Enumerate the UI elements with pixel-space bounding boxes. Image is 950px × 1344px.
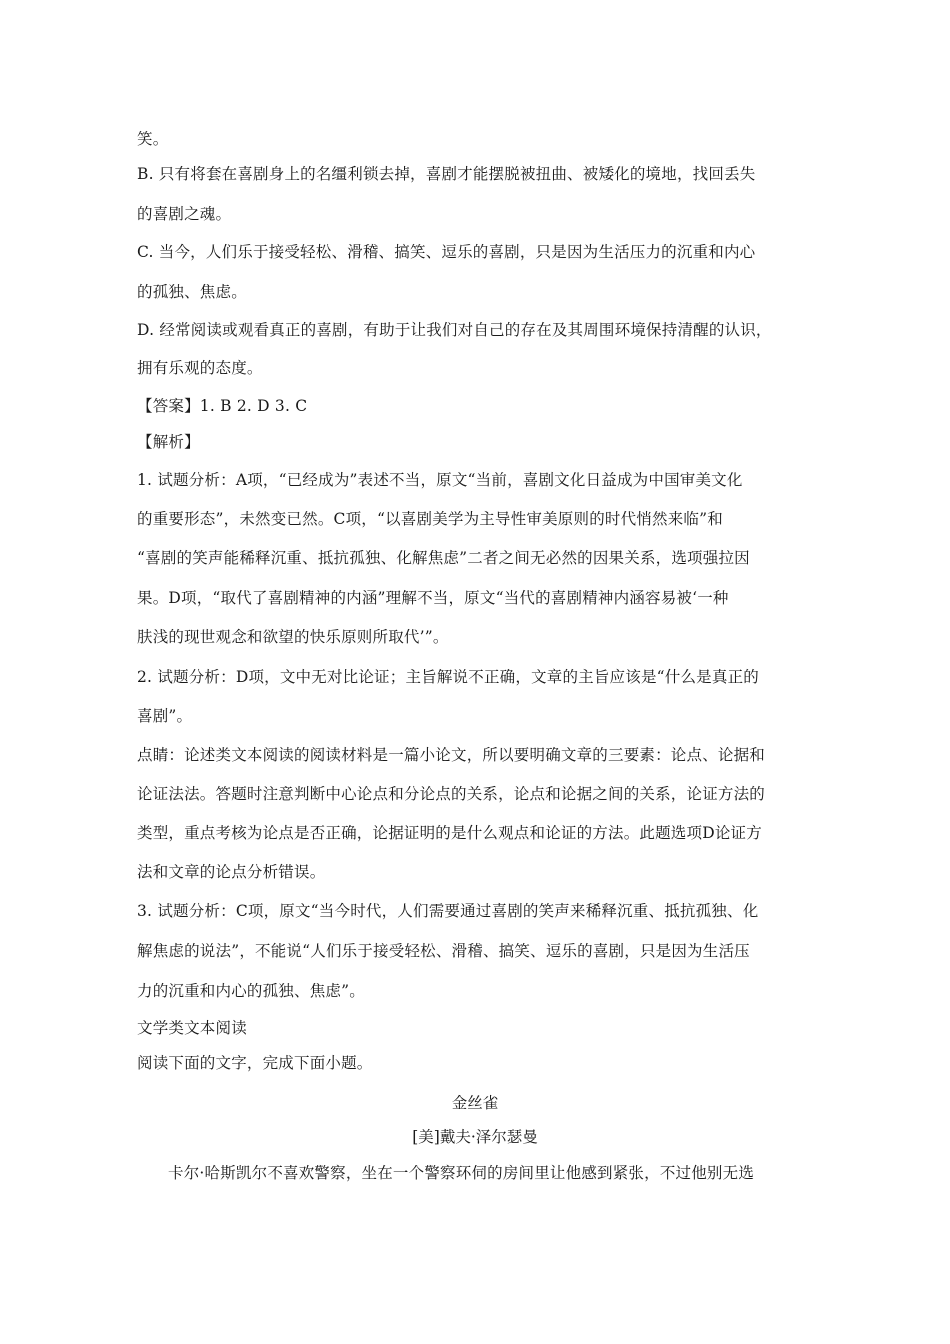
text-line: 力的沉重和内心的孤独、焦虑”。 [137,982,365,1000]
text-line: 论证法法。答题时注意判断中心论点和分论点的关系，论点和论据之间的关系，论证方法的 [137,785,766,803]
instruction-line: 阅读下面的文字，完成下面小题。 [137,1054,373,1072]
text-line: 喜剧”。 [137,707,193,725]
text-line: 的重要形态”，未然变已然。C项，“以喜剧美学为主导性审美原则的时代悄然来临”和 [137,510,723,528]
text-line: 类型，重点考核为论点是否正确，论据证明的是什么观点和论证的方法。此题选项D论证方 [137,824,762,842]
section-heading: 文学类文本阅读 [137,1019,247,1037]
text-line: 果。D项，“取代了喜剧精神的内涵”理解不当，原文“当代的喜剧精神内涵容易被‘一种 [137,589,729,607]
story-first-line: 卡尔·哈斯凯尔不喜欢警察，坐在一个警察环伺的房间里让他感到紧张，不过他别无选 [168,1164,755,1182]
text-line: 的孤独、焦虑。 [137,283,247,301]
answer-line: 【答案】1. B 2. D 3. C [137,397,308,415]
text-line: “喜剧的笑声能稀释沉重、抵抗孤独、化解焦虑”二者之间无必然的因果关系，选项强拉因 [137,549,750,567]
analysis-3-line: 3. 试题分析：C项，原文“当今时代，人们需要通过喜剧的笑声来稀释沉重、抵抗孤独、化 [137,902,759,920]
option-c-line: C. 当今，人们乐于接受轻松、滑稽、搞笑、逗乐的喜剧，只是因为生活压力的沉重和内心 [137,243,756,261]
analysis-1-line: 1. 试题分析：A项，“已经成为”表述不当，原文“当前，喜剧文化日益成为中国审美文化 [137,471,743,489]
comment-line: 点睛：论述类文本阅读的阅读材料是一篇小论文，所以要明确文章的三要素：论点、论据和 [137,746,766,764]
text-line: 的喜剧之魂。 [137,205,232,223]
story-title: 金丝雀 [451,1094,499,1112]
analysis-heading: 【解析】 [137,433,200,451]
text-line: 肤浅的现世观念和欲望的快乐原则所取代’”。 [137,628,449,646]
text-line: 法和文章的论点分析错误。 [137,863,326,881]
analysis-2-line: 2. 试题分析：D项，文中无对比论证；主旨解说不正确，文章的主旨应该是“什么是真正的 [137,668,759,686]
text-line: 笑。 [137,130,169,148]
text-line: 拥有乐观的态度。 [137,359,263,377]
story-author: [美]戴夫·泽尔瑟曼 [412,1128,538,1146]
option-d-line: D. 经常阅读或观看真正的喜剧，有助于让我们对自己的存在及其周围环境保持清醒的认识， [137,321,772,339]
option-b-line: B. 只有将套在喜剧身上的名缰利锁去掉，喜剧才能摆脱被扭曲、被矮化的境地，找回丢失 [137,165,756,183]
text-line: 解焦虑的说法”，不能说“人们乐于接受轻松、滑稽、搞笑、逗乐的喜剧，只是因为生活压 [137,942,750,960]
